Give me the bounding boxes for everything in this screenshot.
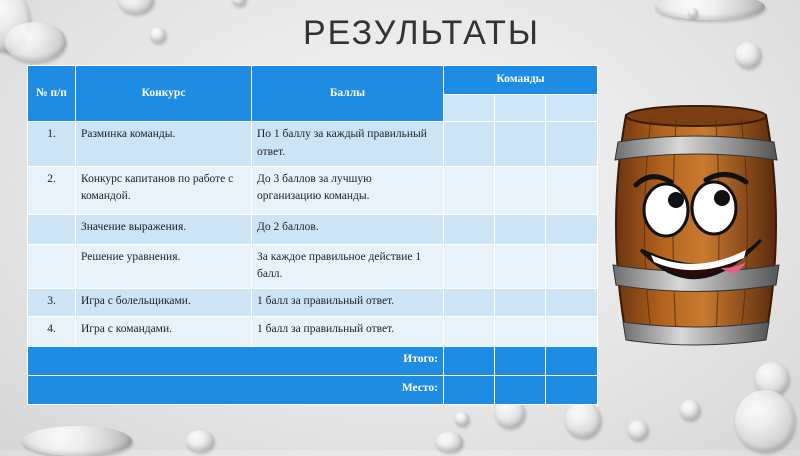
- team-cell: [444, 317, 495, 347]
- water-drop: [150, 27, 166, 43]
- row-points: 1 балл за правильный ответ.: [252, 289, 444, 317]
- team-cell: [444, 214, 495, 244]
- team-cell: [444, 244, 495, 289]
- row-points: До 3 баллов за лучшую организацию команды.: [252, 166, 444, 214]
- team-cell: [444, 95, 495, 122]
- team-cell: [546, 95, 598, 122]
- team-cell: [495, 317, 546, 347]
- row-contest: Конкурс капитанов по работе с командой.: [76, 166, 252, 214]
- team-cell: [495, 122, 546, 167]
- header-num: № п/п: [28, 66, 76, 122]
- barrel-cartoon-image: [596, 100, 796, 350]
- team-cell: [444, 166, 495, 214]
- results-table: [27, 65, 598, 405]
- table-row: [28, 122, 598, 167]
- water-drop: [628, 420, 648, 440]
- table-row: [28, 214, 598, 244]
- water-drop: [435, 432, 463, 452]
- row-num: 4.: [28, 317, 76, 347]
- table-row: [28, 166, 598, 214]
- total-row: [28, 347, 598, 376]
- team-cell: [495, 289, 546, 317]
- team-cell: [546, 289, 598, 317]
- row-num: [28, 214, 76, 244]
- team-cell: [444, 347, 495, 376]
- table-row: [28, 244, 598, 289]
- row-num: 1.: [28, 122, 76, 167]
- table-row: [28, 289, 598, 317]
- team-cell: [495, 95, 546, 122]
- row-points: До 2 баллов.: [252, 214, 444, 244]
- row-num: 2.: [28, 166, 76, 214]
- water-drop: [735, 42, 761, 68]
- team-cell: [546, 376, 598, 405]
- team-cell: [546, 214, 598, 244]
- water-drop: [22, 426, 132, 456]
- team-cell: [444, 376, 495, 405]
- team-cell: [444, 122, 495, 167]
- row-num: 3.: [28, 289, 76, 317]
- water-drop: [688, 8, 698, 18]
- water-drop: [565, 402, 601, 438]
- table-header-row: [28, 66, 598, 95]
- header-points: Баллы: [252, 66, 444, 122]
- row-contest: Игра с болельщиками.: [76, 289, 252, 317]
- row-points: 1 балл за правильный ответ.: [252, 317, 444, 347]
- team-cell: [495, 376, 546, 405]
- row-points: За каждое правильное действие 1 балл.: [252, 244, 444, 289]
- team-cell: [546, 244, 598, 289]
- team-cell: [495, 347, 546, 376]
- row-num: [28, 244, 76, 289]
- water-drop: [455, 412, 469, 426]
- water-drop: [4, 22, 66, 62]
- team-cell: [546, 166, 598, 214]
- water-drop: [232, 0, 246, 6]
- place-row: [28, 376, 598, 405]
- team-cell: [495, 214, 546, 244]
- page-title: РЕЗУЛЬТАТЫ: [303, 14, 540, 52]
- row-contest: Решение уравнения.: [76, 244, 252, 289]
- team-cell: [495, 244, 546, 289]
- header-contest: Конкурс: [76, 66, 252, 122]
- row-contest: Разминка команды.: [76, 122, 252, 167]
- row-contest: Значение выражения.: [76, 214, 252, 244]
- row-contest: Игра с командами.: [76, 317, 252, 347]
- water-drop: [680, 400, 700, 420]
- team-cell: [444, 289, 495, 317]
- total-label: Итого:: [28, 347, 444, 376]
- water-drop: [186, 430, 214, 452]
- team-cell: [546, 317, 598, 347]
- water-drop: [118, 0, 154, 14]
- water-drop: [735, 390, 795, 452]
- team-cell: [546, 347, 598, 376]
- team-cell: [546, 122, 598, 167]
- header-teams: Команды: [444, 66, 598, 95]
- team-cell: [495, 166, 546, 214]
- row-points: По 1 баллу за каждый правильный ответ.: [252, 122, 444, 167]
- water-drop: [655, 0, 765, 20]
- place-label: Место:: [28, 376, 444, 405]
- table-row: [28, 317, 598, 347]
